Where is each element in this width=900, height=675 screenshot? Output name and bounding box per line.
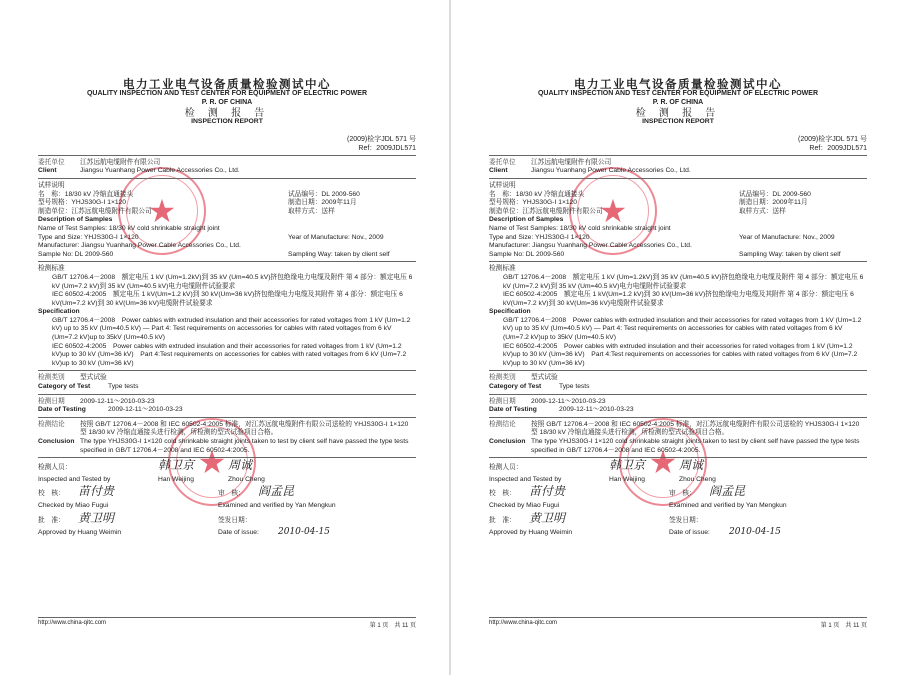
inspectors-en-row: Inspected and Tested by Han Weijing Zhou Cheng: [38, 475, 265, 483]
spec-en-header: Specification: [38, 308, 80, 316]
center-title-cn: 电力工业电气设备质量检验测试中心: [123, 77, 331, 91]
report-body: [489, 77, 867, 538]
signature-han: 韩卫京: [609, 458, 646, 473]
sample-line-1: 名 称：18/30 kV 冷缩直通接头 试品编号：DL 2009-560: [489, 190, 811, 198]
signature-zhou: 周诚: [679, 458, 704, 473]
checked-en-row: Checked by Miao Fugui Examined and verified by Yan Mengkun: [38, 501, 336, 509]
spec-cn-2: IEC 60502-4:2005 额定电压 1 kV(Um=1.2 kV)到 30 kV(Um=36 kV)挤包绝缘电力电缆及其附件 第 4 部分：额定电压 6 kV(Um=7.2 kV)到 30 kV(Um=36 kV)电缆附件试验要求: [503, 291, 854, 307]
conclusion-en: Conclusion The type YHJS30G-Ⅰ 1×120 cold shrinkable straight joints taken to test by client self have passed the type tests specified in GB/T 12706.4－2008 and IEC 60502-4:2005.: [38, 438, 409, 454]
country: P. R. OF CHINA: [652, 98, 704, 106]
divider: [38, 417, 416, 418]
samples-cn-header: 试样说明: [38, 181, 65, 189]
divider: [489, 155, 867, 156]
divider: [489, 457, 867, 458]
star-icon: ★: [648, 444, 678, 480]
divider: [38, 394, 416, 395]
divider: [489, 178, 867, 179]
checked-row: 校 核： 苗付贵 审 核： 阎孟昆: [489, 484, 746, 499]
checked-row: 校 核： 苗付贵 审 核： 阎孟昆: [38, 484, 295, 499]
page-footer: http://www.china-qitc.com 第 1 页 共 11 页: [38, 617, 416, 629]
sample-line-2: 型号规格：YHJS30G-Ⅰ 1×120 制造日期：2009年11月: [38, 199, 357, 207]
star-icon: ★: [598, 193, 628, 229]
category-en: Category of Test Type tests: [38, 383, 139, 391]
report-title-cn: 检 测 报 告: [184, 107, 270, 119]
sample-line-3: 制造单位：江苏远航电缆附件有限公司 取样方式：送样: [38, 207, 335, 215]
spec-en-1: GB/T 12706.4－2008 Power cables with extruded insulation and their accessories for rated voltages from 1 kV (Um=1.2 kV) up to 35 kV (Um=40.5 kV) — Part 4: Test requirements on accessories for cables with rated voltages from 6 kV (Um=7.2 kV)up to 35kV (Um=40.5 kV): [52, 316, 411, 342]
test-date-cn: 检测日期 2009-12-11～2010-03-23: [38, 397, 155, 405]
signature-miao: 苗付贵: [529, 484, 566, 499]
spec-cn-2: IEC 60502-4:2005 额定电压 1 kV(Um=1.2 kV)到 30 kV(Um=36 kV)挤包绝缘电力电缆及其附件 第 4 部分：额定电压 6 kV(Um=7.2 kV)到 30 kV(Um=36 kV)电缆附件试验要求: [52, 291, 403, 307]
report-number: (2009)检字JDL 571 号 Ref：2009JDL571: [347, 135, 416, 152]
category-en: Category of Test Type tests: [489, 383, 590, 391]
conclusion-en: Conclusion The type YHJS30G-Ⅰ 1×120 cold shrinkable straight joints taken to test by client self have passed the type tests specified in GB/T 12706.4－2008 and IEC 60502-4:2005.: [489, 438, 860, 454]
approved-row: 批 准： 黄卫明 签发日期：: [38, 510, 252, 525]
signature-han: 韩卫京: [158, 458, 195, 473]
center-title-cn: 电力工业电气设备质量检验测试中心: [574, 77, 782, 91]
report-body: [38, 77, 416, 538]
report-page-right: [451, 0, 900, 675]
category-cn: 检测类别 型式试验: [489, 374, 558, 382]
inspectors-row: 检测人员： 韩卫京 周诚: [489, 458, 704, 473]
client-en: Client Jiangsu Yuanhang Power Cable Accessories Co., Ltd.: [38, 167, 240, 175]
sample-mfr-en: Manufacturer: Jiangsu Yuanhang Power Cable Accessories Co., Ltd.: [38, 242, 241, 250]
spec-cn-header: 检测标准: [489, 265, 516, 273]
divider: [38, 178, 416, 179]
samples-en-header: Description of Samples: [489, 216, 564, 224]
sample-mfr-en: Manufacturer: Jiangsu Yuanhang Power Cable Accessories Co., Ltd.: [489, 242, 692, 250]
spec-cn-1: GB/T 12706.4－2008 额定电压 1 kV (Um=1.2kV)到 35 kV (Um=40.5 kV)挤包绝缘电力电缆及附件 第 4 部分：额定电压 6 kV (Um=7.2 kV)到 35 kV (Um=40.5 kV)电力电缆附件试验要求: [52, 273, 413, 290]
client-cn: 委托单位 江苏远航电缆附件有限公司: [489, 158, 612, 166]
spec-en-header: Specification: [489, 308, 531, 316]
samples-cn-header: 试样说明: [489, 181, 516, 189]
divider: [38, 370, 416, 371]
inspectors-en-row: Inspected and Tested by Han Weijing Zhou Cheng: [489, 475, 716, 483]
divider: [489, 394, 867, 395]
approved-en-row: Approved by Huang Weimin Date of issue: 2010-04-15: [489, 527, 781, 538]
test-date-cn: 检测日期 2009-12-11～2010-03-23: [489, 397, 606, 405]
country: P. R. OF CHINA: [201, 98, 253, 106]
sample-type-en: Type and Size: YHJS30G-Ⅰ 1×120 Year of Manufacture: Nov., 2009: [489, 233, 835, 241]
spec-en-2: IEC 60502-4:2005 Power cables with extruded insulation and their accessories for rated voltages from 1 kV (Um=1.2 kV)up to 30 kV (Um=36 kV) Part 4:Test requirements on accessories for cables with rated voltages from 6 kV (Um=7.2 kV)up to 30 kV (Um=36 kV): [503, 342, 858, 367]
divider: [38, 261, 416, 262]
star-icon: ★: [197, 444, 227, 480]
spec-cn-header: 检测标准: [38, 265, 65, 273]
sample-no-en: Sample No: DL 2009-560 Sampling Way: taken by client self: [38, 250, 390, 258]
divider: [489, 417, 867, 418]
client-cn: 委托单位 江苏远航电缆附件有限公司: [38, 158, 161, 166]
report-title-en: INSPECTION REPORT: [191, 118, 263, 126]
spec-en-1: GB/T 12706.4－2008 Power cables with extruded insulation and their accessories for rated voltages from 1 kV (Um=1.2 kV) up to 35 kV (Um=40.5 kV) — Part 4: Test requirements on accessories for cables with rated voltages from 6 kV (Um=7.2 kV)up to 35kV (Um=40.5 kV): [503, 316, 862, 342]
test-date-en: Date of Testing 2009-12-11～2010-03-23: [38, 406, 183, 414]
sample-name-en: Name of Test Samples: 18/30 kV cold shrinkable straight joint: [38, 224, 220, 232]
sample-type-en: Type and Size: YHJS30G-Ⅰ 1×120 Year of Manufacture: Nov., 2009: [38, 233, 384, 241]
report-page-left: [0, 0, 449, 675]
sample-no-en: Sample No: DL 2009-560 Sampling Way: taken by client self: [489, 250, 841, 258]
signature-huang: 黄卫明: [529, 510, 566, 525]
sample-line-3: 制造单位：江苏远航电缆附件有限公司 取样方式：送样: [489, 207, 786, 215]
divider: [489, 261, 867, 262]
divider: [38, 457, 416, 458]
signature-zhou: 周诚: [228, 458, 253, 473]
test-date-en: Date of Testing 2009-12-11～2010-03-23: [489, 406, 634, 414]
inspectors-row: 检测人员： 韩卫京 周诚: [38, 458, 253, 473]
category-cn: 检测类别 型式试验: [38, 374, 107, 382]
sample-line-1: 名 称：18/30 kV 冷缩直通接头 试品编号：DL 2009-560: [38, 190, 360, 198]
star-icon: ★: [147, 193, 177, 229]
issue-date: 2010-04-15: [729, 527, 781, 538]
divider: [489, 370, 867, 371]
sample-line-2: 型号规格：YHJS30G-Ⅰ 1×120 制造日期：2009年11月: [489, 199, 808, 207]
client-en: Client Jiangsu Yuanhang Power Cable Accessories Co., Ltd.: [489, 167, 691, 175]
issue-date: 2010-04-15: [278, 527, 330, 538]
signature-yan: 阎孟昆: [709, 484, 746, 499]
checked-en-row: Checked by Miao Fugui Examined and verified by Yan Mengkun: [489, 501, 787, 509]
center-title-en: QUALITY INSPECTION AND TEST CENTER FOR EQUIPMENT OF ELECTRIC POWER: [86, 89, 367, 97]
center-title-en: QUALITY INSPECTION AND TEST CENTER FOR EQUIPMENT OF ELECTRIC POWER: [537, 89, 818, 97]
approved-row: 批 准： 黄卫明 签发日期：: [489, 510, 703, 525]
signature-huang: 黄卫明: [78, 510, 115, 525]
page-footer: http://www.china-qitc.com 第 1 页 共 11 页: [489, 617, 867, 629]
signature-yan: 阎孟昆: [258, 484, 295, 499]
report-title-cn: 检 测 报 告: [635, 107, 721, 119]
report-number: (2009)检字JDL 571 号 Ref：2009JDL571: [798, 135, 867, 152]
spec-cn-1: GB/T 12706.4－2008 额定电压 1 kV (Um=1.2kV)到 35 kV (Um=40.5 kV)挤包绝缘电力电缆及附件 第 4 部分：额定电压 6 kV (Um=7.2 kV)到 35 kV (Um=40.5 kV)电力电缆附件试验要求: [503, 273, 864, 290]
approved-en-row: Approved by Huang Weimin Date of issue: 2010-04-15: [38, 527, 330, 538]
report-title-en: INSPECTION REPORT: [642, 118, 714, 126]
conclusion-cn: 检测结论 按照 GB/T 12706.4－2008 和 IEC 60502-4:2005 标准，对江苏远航电缆附件有限公司送检的 YHJS30G-Ⅰ 1×120 型 18/30 kV 冷缩直通接头进行检测，所检测的型式试验项目合格。: [38, 420, 409, 437]
divider: [38, 155, 416, 156]
conclusion-cn: 检测结论 按照 GB/T 12706.4－2008 和 IEC 60502-4:2005 标准，对江苏远航电缆附件有限公司送检的 YHJS30G-Ⅰ 1×120 型 18/30 kV 冷缩直通接头进行检测，所检测的型式试验项目合格。: [489, 420, 860, 437]
sample-name-en: Name of Test Samples: 18/30 kV cold shrinkable straight joint: [489, 224, 671, 232]
samples-en-header: Description of Samples: [38, 216, 113, 224]
signature-miao: 苗付贵: [78, 484, 115, 499]
spec-en-2: IEC 60502-4:2005 Power cables with extruded insulation and their accessories for rated voltages from 1 kV (Um=1.2 kV)up to 30 kV (Um=36 kV) Part 4:Test requirements on accessories for cables with rated voltages from 6 kV (Um=7.2 kV)up to 30 kV (Um=36 kV): [52, 342, 407, 367]
